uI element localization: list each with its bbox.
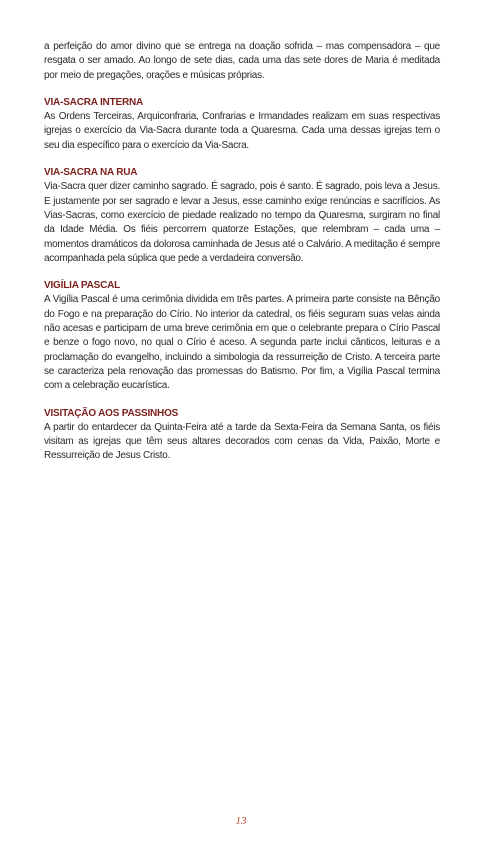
section-heading: VIA-SACRA NA RUA: [44, 167, 138, 179]
section-via-sacra-na-rua: [44, 166, 440, 266]
section-heading: VISITAÇÃO AOS PASSINHOS: [44, 407, 179, 419]
intro-paragraph: a perfeição do amor divino que se entrega na doação sofrida – mas compensadora – que resgata o ser amado. Ao longo de sete dias, cada uma das sete dores de Maria é meditada por meio de pregações, orações e músicas próprias.: [44, 41, 440, 81]
section-visitacao-aos-passinhos: [44, 407, 440, 464]
page-number: 13: [235, 815, 247, 827]
section-vigilia-pascal: [44, 279, 440, 393]
section-via-sacra-interna: [44, 96, 440, 153]
section-paragraph: As Ordens Terceiras, Arquiconfraria, Confrarias e Irmandades realizam em suas respectivas igrejas o exercício da Via-Sacra durante toda a Quaresma. Cada uma dessas igrejas tem o seu dia específico para o exercício da Via-Sacra.: [44, 111, 440, 151]
section-paragraph: Via-Sacra quer dizer caminho sagrado. É sagrado, pois é santo. É sagrado, pois leva a Jesus. E justamente por ser sagrado e levar a Jesus, esse caminho exige renúncias e sacrifícios. As Vias-Sacras, como exercício de piedade realizado no tempo da Quaresma, surgiram no final da Idade Média. Os fiéis percorrem quatorze Estações, que relembram – cada uma – momentos dramáticos da dolorosa caminhada de Jesus até o Calvário. A meditação é sempre acompanhada pela súplica que pede a verdadeira conversão.: [44, 181, 440, 264]
section-heading: VIGÍLIA PASCAL: [44, 280, 121, 292]
section-paragraph: A Vigília Pascal é uma cerimônia dividida em três partes. A primeira parte consiste na Bênção do Fogo e na preparação do Círio. No interior da catedral, os fiéis seguram suas velas ainda não acesas e participam de uma breve cerimônia em que o celebrante prepara o Círio Pascal e benze o fogo novo, no qual o Círio é aceso. A segunda parte inclui cânticos, leituras e a proclamação do evangelho, incluindo a simbologia da ressurreição de Cristo. A terceira parte se caracteriza pela renovação das promessas do Batismo. Por fim, a Vigília Pascal termina com a celebração eucarística.: [44, 294, 440, 392]
section-paragraph: A partir do entardecer da Quinta-Feira até a tarde da Sexta-Feira da Semana Santa, os fiéis visitam as igrejas que têm seus altares decorados com cenas da Vida, Paixão, Morte e Ressurreição de Jesus Cristo.: [44, 421, 440, 462]
section-heading: VIA-SACRA INTERNA: [44, 96, 144, 108]
page-content: [44, 40, 440, 464]
